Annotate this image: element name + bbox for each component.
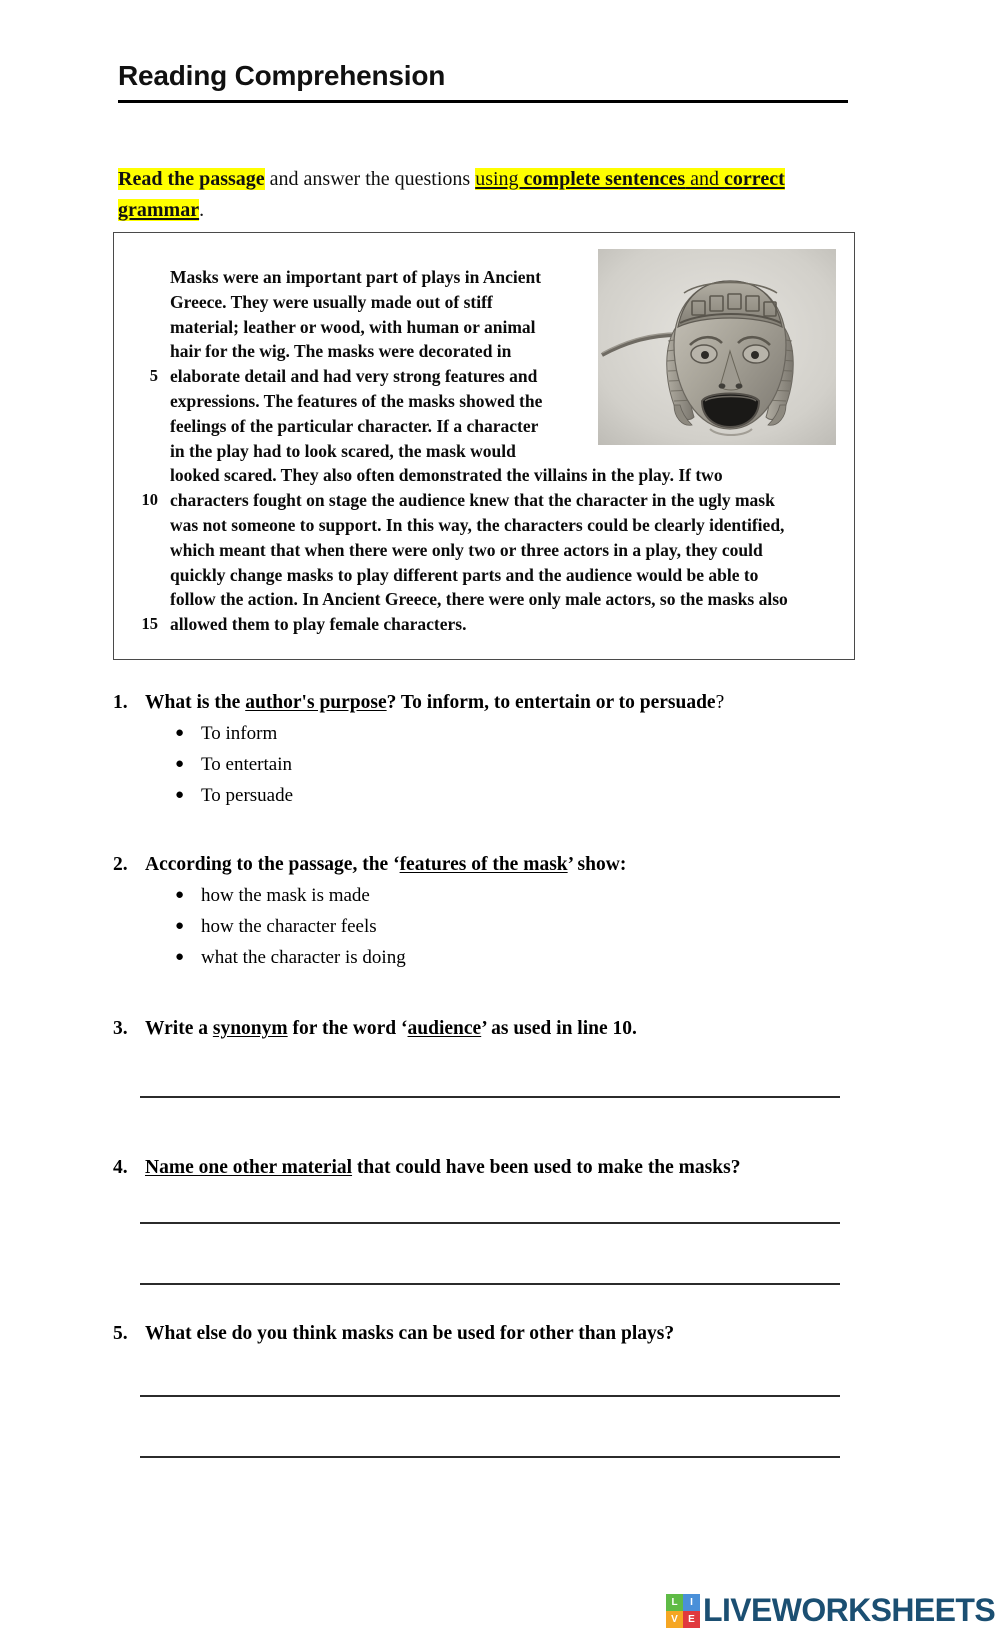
option-label: To entertain	[201, 754, 292, 776]
question-2-text-b: ’ show:	[567, 854, 627, 875]
question-5-answer-line-2[interactable]	[140, 1456, 840, 1458]
question-4-text	[145, 1155, 740, 1180]
question-1-option-3[interactable]	[175, 781, 873, 812]
question-3-number: 3.	[113, 1018, 128, 1039]
passage-line	[132, 389, 838, 414]
passage-line-text: Masks were an important part of plays in Ancient	[170, 267, 542, 287]
question-3-prompt	[113, 1016, 873, 1041]
liveworksheets-tiles-icon	[666, 1594, 700, 1628]
passage-line	[132, 414, 838, 439]
passage-line-text: expressions. The features of the masks showed the	[170, 390, 543, 411]
instruction-part-and: and	[685, 168, 725, 190]
instruction-part-correct-grammar: correct grammar	[118, 168, 785, 221]
passage-line-text: was not someone to support. In this way, the characters could be clearly identified,	[170, 514, 785, 535]
question-1-text	[145, 690, 724, 715]
question-2-prompt	[113, 852, 873, 877]
question-2-text-a: According to the passage, the ‘	[145, 854, 400, 875]
question-4-answer-line-2[interactable]	[140, 1283, 840, 1285]
passage-line	[132, 587, 838, 612]
passage-line-text: in the play had to look scared, the mask would	[170, 440, 516, 461]
bullet-icon: ●	[175, 756, 185, 773]
question-3-text-c: ’ as used in line 10.	[481, 1018, 637, 1039]
liveworksheets-logo[interactable]	[666, 1592, 995, 1629]
question-2-option-2[interactable]	[175, 912, 873, 943]
logo-tile-2: I	[683, 1594, 700, 1611]
passage-line	[132, 513, 838, 538]
question-4-prompt	[113, 1155, 873, 1180]
passage-line-number: 15	[141, 614, 158, 634]
logo-tile-3: V	[666, 1611, 683, 1628]
question-2	[113, 852, 873, 974]
question-2-option-1[interactable]	[175, 881, 873, 912]
question-1-text-a: What is the	[145, 692, 246, 713]
passage-line-text: feelings of the particular character. If a character	[170, 415, 539, 436]
question-1-keyword: author's purpose	[245, 692, 387, 713]
option-label: how the character feels	[201, 916, 377, 938]
passage-line	[132, 290, 838, 315]
option-label: what the character is doing	[201, 946, 406, 968]
passage-line-text: material; leather or wood, with human or animal	[170, 316, 536, 337]
question-5-number: 5.	[113, 1323, 128, 1344]
question-3-text	[145, 1016, 637, 1041]
passage-line	[132, 538, 838, 563]
question-3-text-b: for the word ‘	[287, 1018, 408, 1039]
question-5-prompt	[113, 1321, 873, 1346]
question-4-keyword: Name one other material	[145, 1157, 353, 1178]
bullet-icon: ●	[175, 725, 185, 742]
question-4-answer-line-1[interactable]	[140, 1222, 840, 1224]
question-3	[113, 1016, 873, 1041]
passage-line-text: characters fought on stage the audience knew that the character in the ugly mask	[170, 490, 775, 511]
instruction-part-using: using	[475, 168, 524, 190]
passage-line-text: quickly change masks to play different parts and the audience would be able to	[170, 564, 759, 585]
passage-line-text: elaborate detail and had very strong features and	[170, 366, 538, 387]
instruction-part-middle: and answer the questions	[264, 168, 476, 190]
question-1-option-2[interactable]	[175, 750, 873, 781]
question-2-option-3[interactable]	[175, 943, 873, 974]
option-label: To inform	[201, 723, 278, 745]
liveworksheets-wordmark: LIVEWORKSHEETS	[703, 1592, 996, 1628]
option-label: how the mask is made	[201, 885, 370, 907]
instruction-part-read-the-passage: Read the passage	[118, 168, 265, 190]
question-2-options	[113, 881, 873, 973]
question-3-keyword-synonym: synonym	[212, 1018, 288, 1039]
instruction-text	[118, 164, 844, 226]
passage-line	[132, 463, 838, 488]
passage-line-number: 10	[141, 490, 158, 510]
passage-line-text: Greece. They were usually made out of stiff	[170, 291, 493, 312]
header-divider	[118, 100, 848, 103]
question-1-prompt	[113, 690, 873, 715]
passage-line	[132, 563, 838, 588]
bullet-icon: ●	[175, 786, 185, 803]
bullet-icon: ●	[175, 887, 185, 904]
option-label: To persuade	[201, 784, 294, 806]
question-1-text-b: ? To inform, to entertain or to persuade	[386, 692, 716, 713]
question-5	[113, 1321, 873, 1346]
instruction-part-complete-sentences: complete sentences	[523, 168, 686, 190]
question-1-number: 1.	[113, 692, 128, 713]
question-4-number: 4.	[113, 1157, 128, 1178]
question-1-option-1[interactable]	[175, 719, 873, 750]
passage-line	[132, 339, 838, 364]
passage-line-text: follow the action. In Ancient Greece, there were only male actors, so the masks also	[170, 589, 788, 610]
passage-text	[132, 265, 838, 637]
passage-line-text: looked scared. They also often demonstrated the villains in the play. If two	[170, 465, 723, 486]
question-4-text-b: that could have been used to make the masks?	[352, 1157, 741, 1178]
question-1-text-c: ?	[715, 692, 725, 713]
passage-container	[113, 232, 855, 660]
page-title: Reading Comprehension	[118, 60, 446, 91]
page-header	[118, 60, 848, 103]
passage-line	[132, 265, 838, 290]
logo-tile-1: L	[666, 1594, 683, 1611]
question-3-keyword-audience: audience	[407, 1018, 482, 1039]
question-2-keyword: features of the mask	[399, 854, 568, 875]
logo-tile-4: E	[683, 1611, 700, 1628]
question-3-answer-line-1[interactable]	[140, 1096, 840, 1098]
passage-line	[132, 364, 838, 389]
passage-line	[132, 612, 838, 637]
question-1-options	[113, 719, 873, 811]
question-2-number: 2.	[113, 854, 128, 875]
question-2-text	[145, 852, 626, 877]
question-1	[113, 690, 873, 812]
bullet-icon: ●	[175, 948, 185, 965]
bullet-icon: ●	[175, 918, 185, 935]
question-4	[113, 1155, 873, 1180]
passage-line-text: hair for the wig. The masks were decorated in	[170, 341, 512, 362]
question-5-answer-line-1[interactable]	[140, 1395, 840, 1397]
instruction-part-period: .	[199, 199, 205, 221]
passage-line-number: 5	[149, 366, 158, 386]
passage-line	[132, 315, 838, 340]
passage-line-text: which meant that when there were only two or three actors in a play, they could	[170, 539, 763, 560]
passage-line-text: allowed them to play female characters.	[170, 614, 467, 635]
passage-inner	[114, 233, 854, 659]
question-3-text-a: Write a	[145, 1018, 213, 1039]
question-5-text: What else do you think masks can be used for other than plays?	[145, 1323, 675, 1344]
passage-line	[132, 439, 838, 464]
passage-line	[132, 488, 838, 513]
